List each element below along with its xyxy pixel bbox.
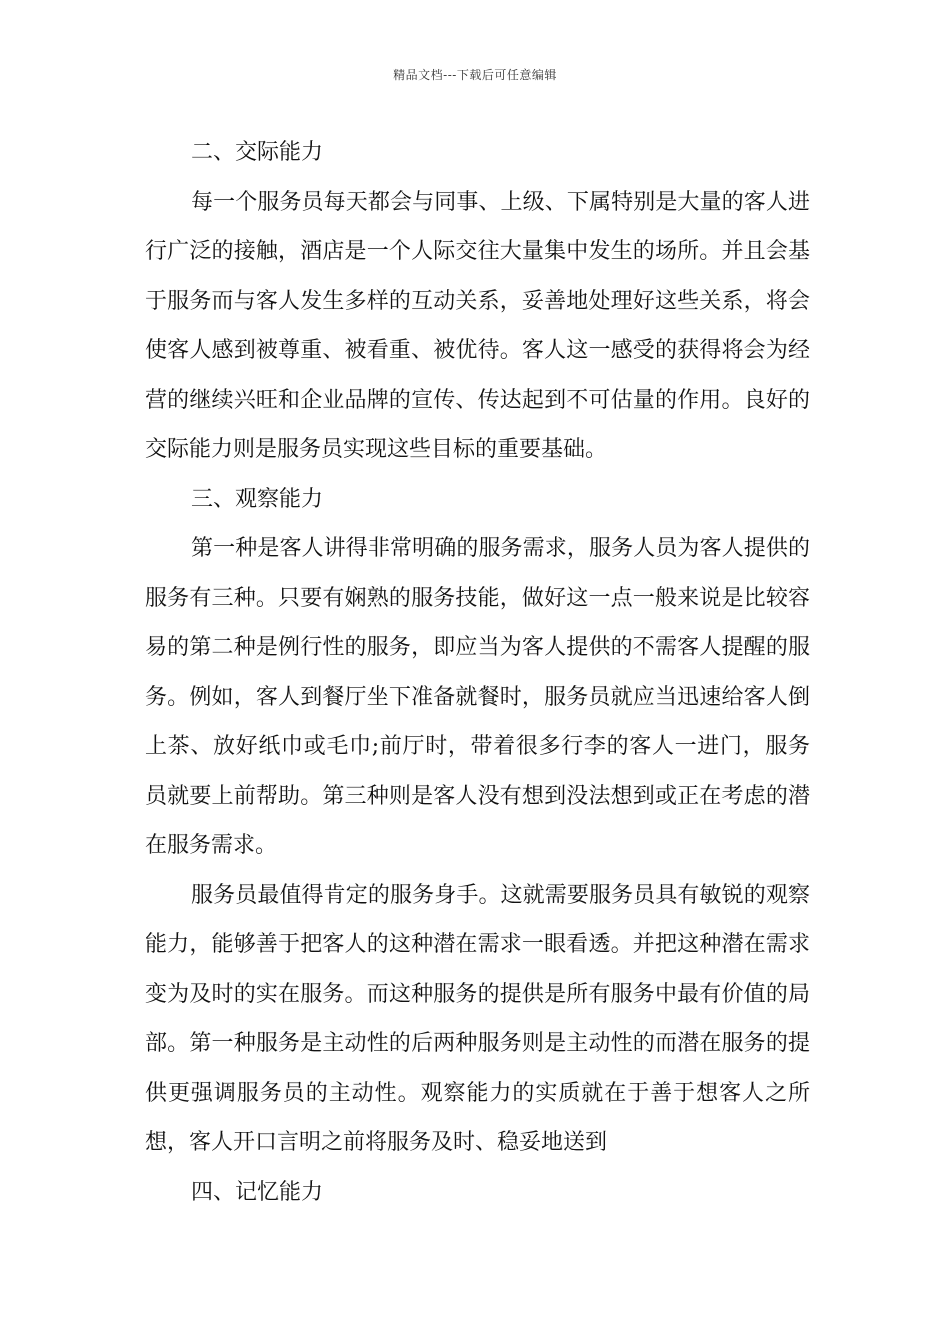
section-heading-memory: 四、记忆能力 <box>191 1179 324 1205</box>
page-header: 精品文档---下载后可任意编辑 <box>393 68 557 82</box>
paragraph-communication: 每一个服务员每天都会与同事、上级、下属特别是大量的客人进行广泛的接触，酒店是一个人际交往大量集中发生的场所。并且会基于服务而与客人发生多样的互动关系，妥善地处理好这些关系，将会使客人感到被尊重、被看重、被优待。客人这一感受的获得将会为经营的继续兴旺和企业品牌的宣传、传达起到不可估量的作用。良好的交际能力则是服务员实现这些目标的重要基础。 <box>145 189 810 462</box>
paragraph-observation-1: 第一种是客人讲得非常明确的服务需求，服务人员为客人提供的服务有三种。只要有娴熟的服务技能，做好这一点一般来说是比较容易的第二种是例行性的服务，即应当为客人提供的不需客人提醒的服务。例如，客人到餐厅坐下准备就餐时，服务员就应当迅速给客人倒上茶、放好纸巾或毛巾;前厅时，带着很多行李的客人一进门，服务员就要上前帮助。第三种则是客人没有想到没法想到或正在考虑的潜在服务需求。 <box>145 536 810 858</box>
document-body <box>145 128 810 1217</box>
paragraph-observation-2: 服务员最值得肯定的服务身手。这就需要服务员具有敏锐的观察能力，能够善于把客人的这种潜在需求一眼看透。并把这种潜在需求变为及时的实在服务。而这种服务的提供是所有服务中最有价值的局部。第一种服务是主动性的后两种服务则是主动性的而潜在服务的提供更强调服务员的主动性。观察能力的实质就在于善于想客人之所想，客人开口言明之前将服务及时、稳妥地送到 <box>145 882 810 1155</box>
section-heading-communication: 二、交际能力 <box>191 140 324 165</box>
section-heading-observation: 三、观察能力 <box>191 486 324 512</box>
